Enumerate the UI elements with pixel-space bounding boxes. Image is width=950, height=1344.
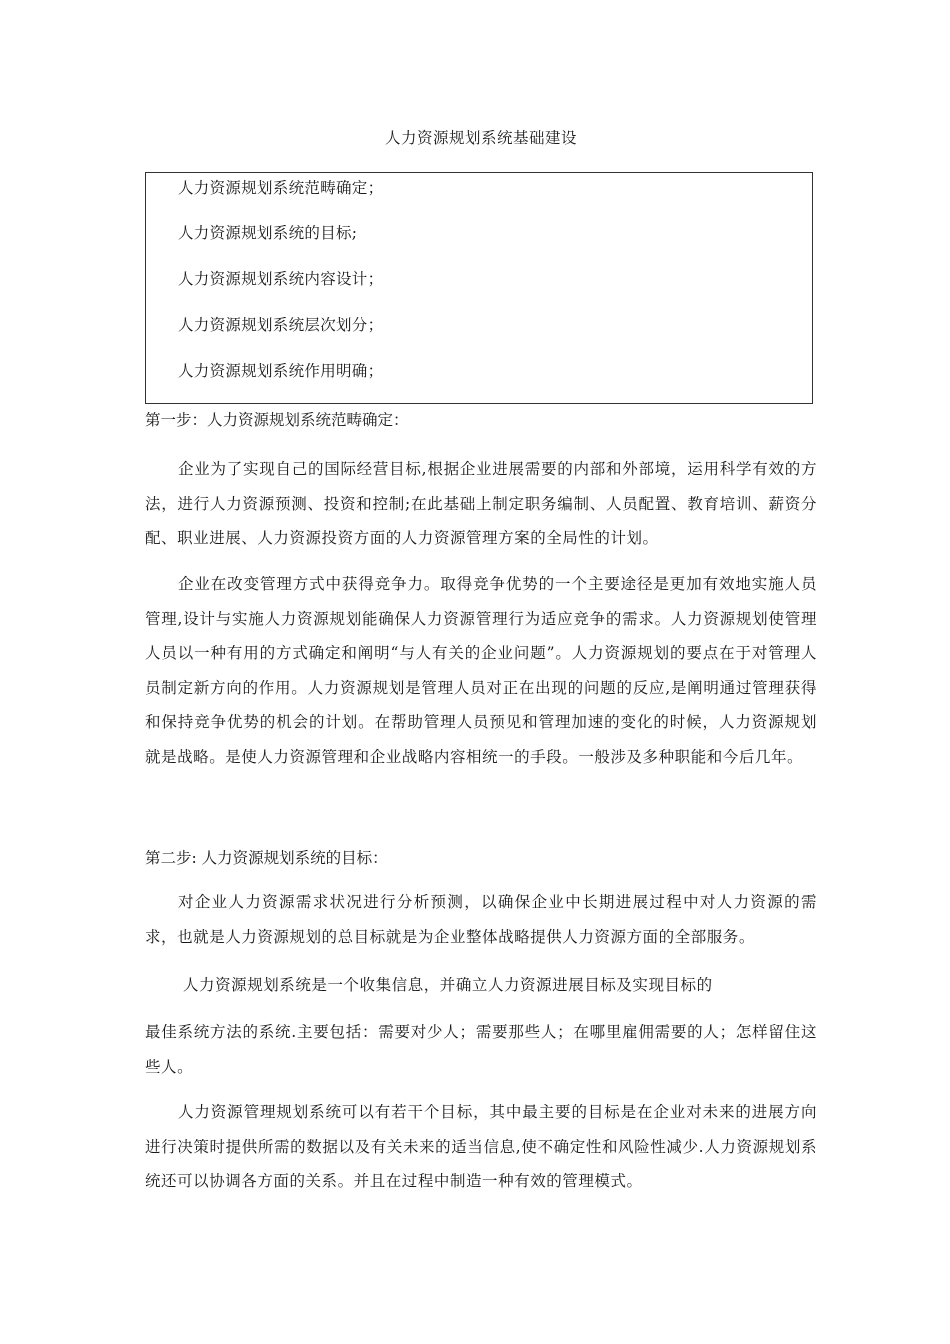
- step2-paragraph-3: 人力资源管理规划系统可以有若干个目标，其中最主要的目标是在企业对未来的进展方向进行决策时提供所需的数据以及有关未来的适当信息,使不确定性和风险性减少.人力资源规划系统还可以协调各方面的关系。并且在过程中制造一种有效的管理模式。: [145, 1103, 817, 1190]
- outline-item-levels: 人力资源规划系统层次划分；: [178, 316, 384, 334]
- outline-item-scope: 人力资源规划系统范畴确定；: [178, 179, 384, 197]
- step2-paragraph-2-line: 人力资源规划系统是一个收集信息，并确立人力资源进展目标及实现目标的: [183, 976, 713, 994]
- step1-paragraph-2: 企业在改变管理方式中获得竞争力。取得竞争优势的一个主要途径是更加有效地实施人员管理,设计与实施人力资源规划能确保人力资源管理行为适应竞争的需求。人力资源规划使管理人员以一种有用的方式确定和阐明“与人有关的企业问题”。人力资源规划的要点在于对管理人员制定新方向的作用。人力资源规划是管理人员对正在出现的问题的反应,是阐明通过管理获得和保持竞争优势的机会的计划。在帮助管理人员预见和管理加速的变化的时候，人力资源规划就是战略。是使人力资源管理和企业战略内容相统一的手段。一般涉及多种职能和今后几年。: [145, 575, 817, 766]
- outline-box: [145, 172, 813, 404]
- outline-item-content-design: 人力资源规划系统内容设计；: [178, 270, 384, 288]
- step2-heading: 第二步: 人力资源规划系统的目标：: [145, 849, 388, 867]
- outline-item-goals: 人力资源规划系统的目标;: [178, 224, 358, 242]
- step2-paragraph-1: 对企业人力资源需求状况进行分析预测，以确保企业中长期进展过程中对人力资源的需求，也就是人力资源规划的总目标就是为企业整体战略提供人力资源方面的全部服务。: [145, 893, 817, 946]
- document-title: 人力资源规划系统基础建设: [384, 129, 577, 147]
- step1-heading: 第一步：人力资源规划系统范畴确定：: [145, 411, 409, 429]
- step1-paragraph-1: 企业为了实现自己的国际经营目标,根据企业进展需要的内部和外部境，运用科学有效的方法，进行人力资源预测、投资和控制;在此基础上制定职务编制、人员配置、教育培训、薪资分配、职业进展、人力资源投资方面的人力资源管理方案的全局性的计划。: [145, 460, 817, 547]
- outline-item-roles: 人力资源规划系统作用明确；: [178, 362, 384, 380]
- step2-paragraph-2-continued: 最佳系统方法的系统.主要包括：需要对少人；需要那些人；在哪里雇佣需要的人；怎样留住这些人。: [145, 1023, 817, 1076]
